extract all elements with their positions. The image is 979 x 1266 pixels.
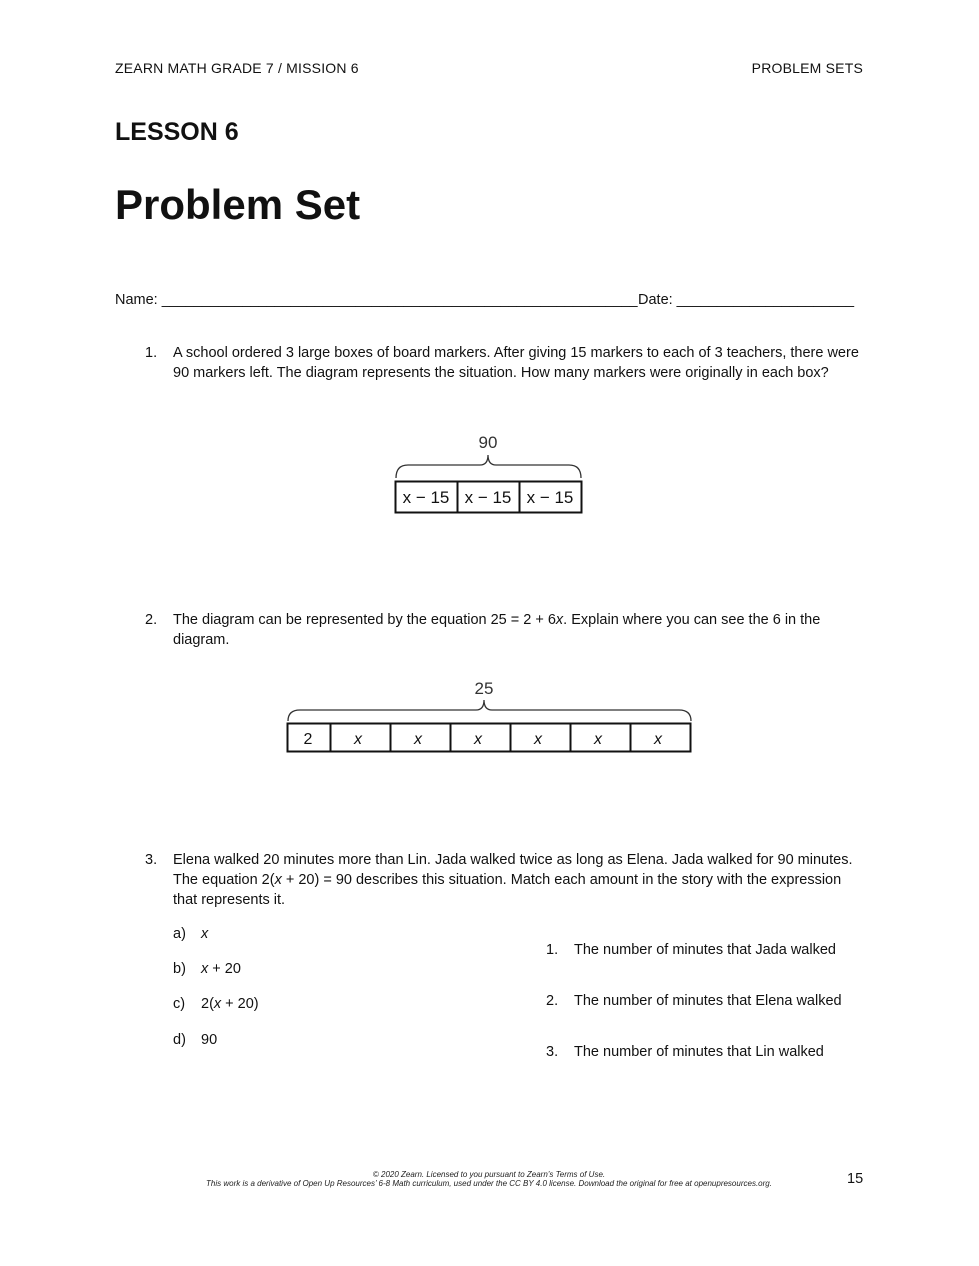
tape-cell-label: x	[534, 731, 542, 748]
problem-text	[173, 610, 863, 650]
expression-option-a	[173, 926, 208, 942]
problem-text-part: + 20) = 90 describes this situation. Match each amount in the story with the expression that represents it.	[173, 872, 842, 908]
problem-1	[145, 343, 865, 405]
problem-2	[145, 610, 865, 652]
expression-pre: 2(	[201, 996, 214, 1012]
tape-cell-label: x − 15	[464, 488, 512, 507]
variable: x	[213, 996, 222, 1012]
option-label: 1.	[546, 942, 559, 958]
expression-option-b	[173, 961, 241, 977]
problem-text	[173, 850, 863, 910]
description-text: The number of minutes that Elena walked	[574, 993, 842, 1009]
page-title: Problem Set	[115, 181, 361, 228]
lesson-label: LESSON 6	[115, 118, 239, 146]
option-label: a)	[173, 926, 186, 942]
name-field[interactable]: Name: ___________________________________________________________	[115, 292, 638, 308]
option-label: c)	[173, 996, 186, 1012]
variable: x	[201, 926, 209, 942]
brace	[288, 700, 691, 721]
tape-diagram-1	[380, 428, 600, 520]
tape-cell-label: x	[594, 731, 602, 748]
problem-number: 1.	[145, 345, 158, 361]
tape-cell-label: x − 15	[402, 488, 450, 507]
problem-text-part: Elena walked 20 minutes more than Lin. Jada walked twice as long as Elena. Jada walked for 90 minutes. The equation 2(	[173, 852, 853, 888]
expression-post: + 20)	[221, 996, 259, 1012]
date-field[interactable]: Date: ______________________	[638, 292, 855, 308]
tape-diagram-2	[280, 675, 700, 760]
footer	[150, 1170, 828, 1188]
option-label: b)	[173, 961, 186, 977]
diagram-total-label: 90	[478, 433, 498, 452]
diagram-total-label: 25	[474, 679, 494, 698]
variable: x	[201, 961, 209, 977]
variable: x	[555, 612, 564, 628]
footer-license: This work is a derivative of Open Up Resources’ 6-8 Math curriculum, used under the CC BY 4.0 license. Download the original for free at openupresources.org.	[206, 1179, 772, 1188]
problem-3	[145, 850, 865, 912]
header-right: PROBLEM SETS	[751, 60, 863, 76]
variable: x	[274, 872, 282, 888]
description-text: The number of minutes that Lin walked	[574, 1044, 824, 1060]
brace	[396, 455, 581, 478]
tape-cell-label: x	[354, 731, 362, 748]
tape-cell-label: x	[474, 731, 482, 748]
tape-cell-label: x − 15	[526, 488, 574, 507]
expression-post: + 20	[208, 961, 241, 977]
description-text: The number of minutes that Jada walked	[574, 942, 836, 958]
footer-copyright: © 2020 Zearn. Licensed to you pursuant to Zearn’s Terms of Use.	[372, 1170, 606, 1179]
tape-cell-label: x	[414, 731, 422, 748]
expression-option-c	[173, 996, 259, 1012]
expression-option-d	[173, 1032, 217, 1048]
option-label: d)	[173, 1032, 186, 1048]
problem-text-part: . Explain where you can see the 6 in the diagram.	[173, 612, 821, 648]
option-label: 3.	[546, 1044, 559, 1060]
tape-cell-label: x	[654, 731, 662, 748]
description-option-3	[546, 1044, 824, 1060]
description-option-2	[546, 993, 842, 1009]
problem-text-part: The diagram can be represented by the equation 25 = 2 + 6	[173, 612, 556, 628]
problem-text: A school ordered 3 large boxes of board markers. After giving 15 markers to each of 3 teachers, there were 90 markers left. The diagram represents the situation. How many markers were originally in each box?	[173, 345, 859, 381]
header-left: ZEARN MATH GRADE 7 / MISSION 6	[115, 60, 359, 76]
option-label: 2.	[546, 993, 559, 1009]
description-option-1	[546, 942, 836, 958]
problem-number: 2.	[145, 612, 158, 628]
tape-cell-label: 2	[303, 731, 313, 748]
page-number: 15	[847, 1171, 864, 1187]
expression-pre: 90	[201, 1032, 218, 1048]
problem-number: 3.	[145, 852, 158, 868]
